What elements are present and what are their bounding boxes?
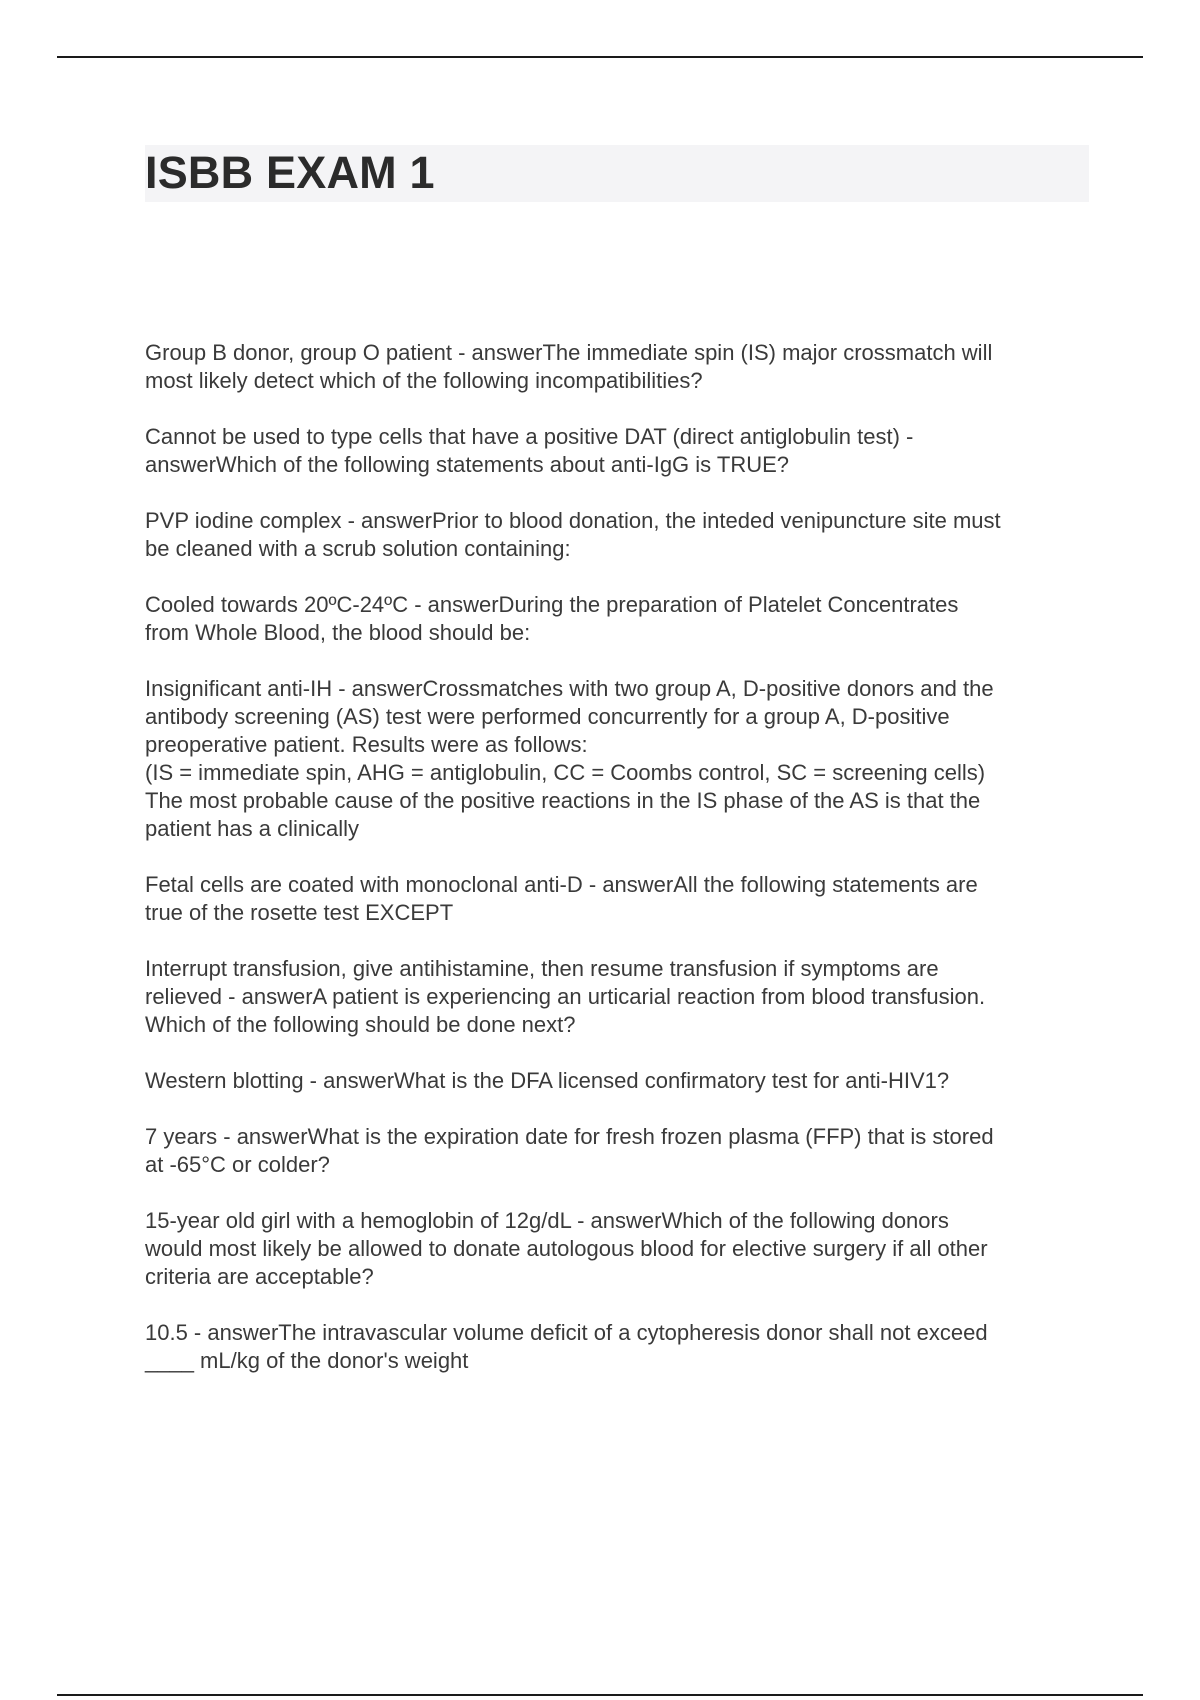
qa-item: 15-year old girl with a hemoglobin of 12g/dL - answerWhich of the following donors would most likely be allowed to donate autologous blood for elective surgery if all other criteria are acceptable? [145,1208,988,1289]
page-title: ISBB EXAM 1 [145,147,435,198]
qa-item: Cooled towards 20ºC-24ºC - answerDuring the preparation of Platelet Concentrates from Whole Blood, the blood should be: [145,592,959,645]
qa-item: Group B donor, group O patient - answerThe immediate spin (IS) major crossmatch will most likely detect which of the following incompatibilities? [145,340,993,393]
qa-item: Cannot be used to type cells that have a positive DAT (direct antiglobulin test) - answerWhich of the following statements about anti-IgG is TRUE? [145,424,914,477]
qa-item: Western blotting - answerWhat is the DFA licensed confirmatory test for anti-HIV1? [145,1068,950,1093]
qa-item: Interrupt transfusion, give antihistamine, then resume transfusion if symptoms are relieved - answerA patient is experiencing an urticarial reaction from blood transfusion. Which of the following should be done next? [145,956,986,1037]
qa-item: Insignificant anti-IH - answerCrossmatches with two group A, D-positive donors and the antibody screening (AS) test were performed concurrently for a group A, D-positive preoperative patient. Results were as follows: (IS = immediate spin, AHG = antiglobulin, CC = Coombs control, SC = screening cells) The most probable cause of the positive reactions in the IS phase of the AS is that the patient has a clinically [145,676,994,841]
qa-item: Fetal cells are coated with monoclonal anti-D - answerAll the following statements are true of the rosette test EXCEPT [145,872,978,925]
qa-item: 10.5 - answerThe intravascular volume deficit of a cytopheresis donor shall not exceed ____ mL/kg of the donor's weight [145,1320,988,1373]
qa-item: 7 years - answerWhat is the expiration date for fresh frozen plasma (FFP) that is stored at -65°C or colder? [145,1124,994,1177]
qa-item: PVP iodine complex - answerPrior to blood donation, the inteded venipuncture site must be cleaned with a scrub solution containing: [145,508,1001,561]
header-rule [57,56,1143,58]
question-answer-list [145,339,1095,1403]
footer-rule [57,1694,1143,1696]
